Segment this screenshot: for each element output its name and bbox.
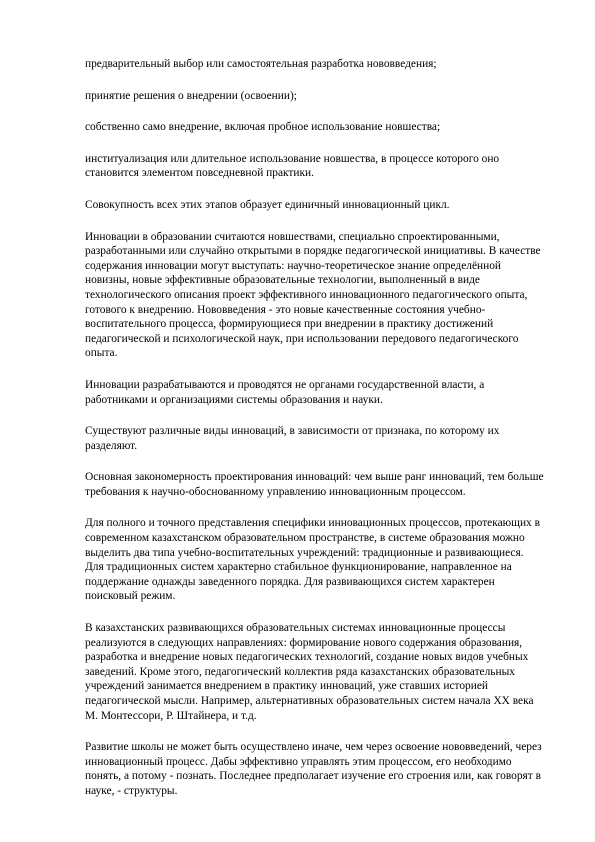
paragraph-stage-institutionalization: институализация или длительное использование новшества, в процессе которого оно становится элементом повседневной практики. (85, 152, 500, 180)
paragraph-stage-implementation: собственно само внедрение, включая пробное использование новшества; (85, 121, 441, 134)
paragraph-kazakh-systems: В казахстанских развивающихся образовательных системах инновационные процессы реализуются в следующих направлениях: формирование нового содержания образования, разработка и внедрение новых педагогических технологий, создание новых видов учебных заведений. Кроме этого, педагогический коллектив ряда казахстанских образовательных учреждений занимается внедрением в практику инноваций, уже ставших историей педагогической мысли. Например, альтернативных образовательных систем начала XX века М. Монтессори, Р. Штайнера, и т.д. (85, 622, 534, 722)
paragraph-innovation-definition: Инновации в образовании считаются новшествами, специально спроектированными, разработанными или случайно открытыми в порядке педагогической инициативы. В качестве содержания инновации могут выступать: научно-теоретическое знание определённой новизны, новые эффективные образовательные технологии, выполненный в виде технологического описания проект эффективного инновационного педагогического опыта, готового к внедрению. Нововведения - это новые качественные состояния учебно-воспитательного процесса, формирующиеся при внедрении в практику достижений педагогической и психологической наук, при использовании передового педагогического опыта. (85, 230, 541, 360)
paragraph-innovation-cycle: Совокупность всех этих этапов образует единичный инновационный цикл. (85, 198, 450, 211)
paragraph-innovation-developers: Инновации разрабатываются и проводятся не органами государственной власти, а работниками и организациями системы образования и науки. (85, 378, 485, 406)
paragraph-school-development: Развитие школы не может быть осуществлено иначе, чем через освоение нововведений, через инновационный процесс. Дабы эффективно управлять этим процессом, его необходимо понять, а потому - познать. Последнее предполагает изучение его строения или, как говорят в науке, - структуры. (85, 741, 542, 797)
paragraph-stage-decision: принятие решения о внедрении (освоении); (85, 89, 297, 102)
paragraph-innovation-types: Существуют различные виды инноваций, в зависимости от признака, по которому их разделяют. (85, 425, 500, 452)
paragraph-stage-selection: предварительный выбор или самостоятельная разработка нововведения; (85, 58, 437, 70)
paragraph-institution-types: Для полного и точного представления специфики инновационных процессов, протекающих в современном казахстанском образовательном пространстве, в системе образования можно выделить два типа учебно-воспитательных учреждений: традиционные и развивающиеся. Для традиционных систем характерно стабильное функционирование, направленное на поддержание однажды заведенного порядка. Для развивающихся систем характерен поисковый режим. (85, 517, 540, 603)
paragraph-design-regularity: Основная закономерность проектирования инноваций: чем выше ранг инноваций, тем больше требования к научно-обоснованному управлению инновационным процессом. (85, 471, 544, 498)
document-body (85, 57, 545, 816)
